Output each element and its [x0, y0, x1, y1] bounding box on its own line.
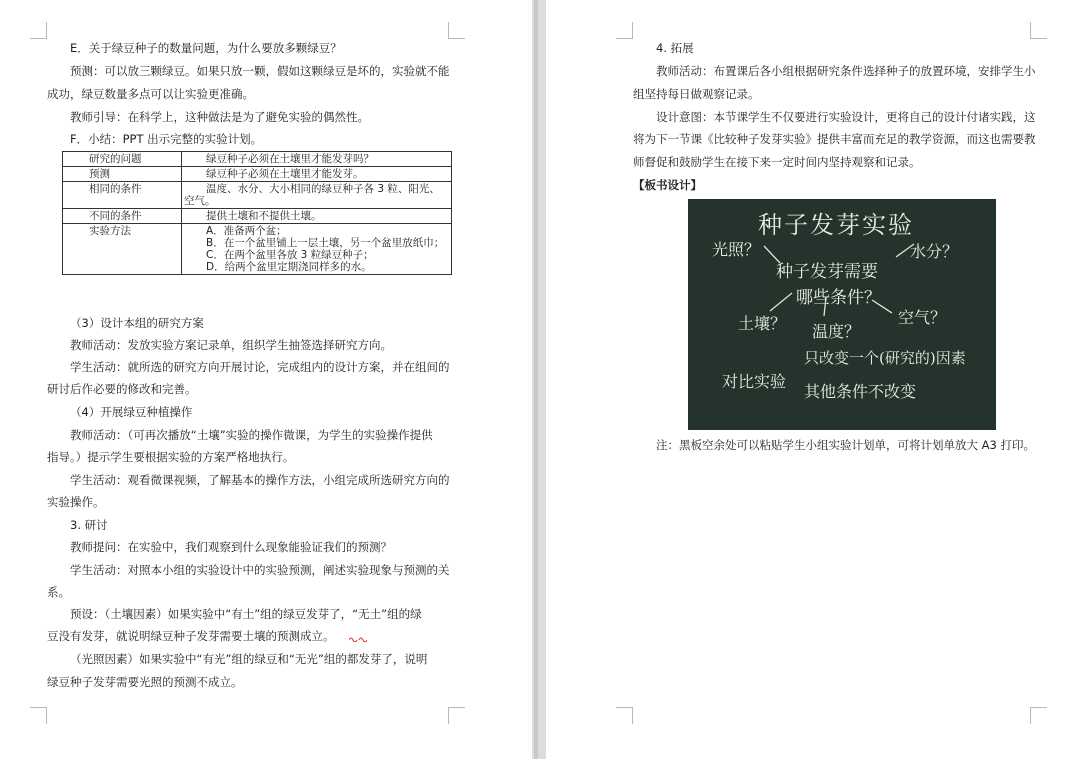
table-key-cell: 相同的条件	[63, 182, 182, 209]
paragraph-line: 预设：（土壤因素）如果实验中“有土”组的绿豆发芽了，“无土”组的绿	[70, 607, 422, 621]
page-gutter	[532, 0, 546, 759]
table-row	[63, 167, 452, 182]
paragraph-line: （3）设计本组的研究方案	[70, 316, 204, 330]
paragraph-line: 实验操作。	[47, 495, 105, 509]
table-value-line: 空气。	[184, 195, 216, 207]
method-step: C．在两个盆里各放 3 粒绿豆种子；	[206, 249, 374, 261]
blackboard-label: 温度？	[812, 322, 861, 341]
method-step: A．准备两个盆；	[206, 225, 287, 237]
paragraph-line: 指导。）提示学生要根据实验的方案严格地执行。	[47, 450, 295, 464]
paragraph-line: F．小结：PPT 出示完整的实验计划。	[70, 132, 263, 146]
section-heading: 4. 拓展	[656, 41, 694, 55]
table-row	[63, 209, 452, 224]
paragraph-line: 豆没有发芽，就说明绿豆种子发芽需要土壤的预测成立。	[47, 629, 335, 643]
blackboard-image	[688, 199, 996, 430]
paragraph-line: 研讨后作必要的修改和完善。	[47, 382, 197, 396]
method-step: D．给两个盆里定期浇同样多的水。	[206, 261, 372, 273]
paragraph-line: 学生活动：就所选的研究方向开展讨论，完成组内的设计方案，并在组间的	[70, 360, 450, 374]
paragraph-line: 教师提问：在实验中，我们观察到什么现象能验证我们的预测？	[70, 540, 392, 554]
paragraph-line: 教师活动：（可再次播放“土壤”实验的操作微课，为学生的实验操作提供	[70, 428, 433, 442]
table-value-cell	[182, 224, 452, 275]
table-value-cell: 绿豆种子必须在土壤里才能发芽。	[182, 167, 452, 182]
page-corner-mark	[616, 22, 633, 39]
paragraph-line: 预测：可以放三颗绿豆。如果只放一颗，假如这颗绿豆是坏的，实验就不能	[70, 64, 450, 78]
table-key-cell: 不同的条件	[63, 209, 182, 224]
table-row	[63, 182, 452, 209]
paragraph-line: E．关于绿豆种子的数量问题，为什么要放多颗绿豆？	[70, 41, 342, 55]
paragraph-line: 教师活动：发放实验方案记录单，组织学生抽签选择研究方向。	[70, 338, 392, 352]
table-row	[63, 152, 452, 167]
paragraph-line: 成功，绿豆数量多点可以让实验更准确。	[47, 87, 254, 101]
table-value-cell	[182, 182, 452, 209]
spellcheck-squiggle	[349, 636, 367, 642]
document-page-left	[0, 0, 532, 759]
experiment-plan-table	[62, 151, 452, 275]
page-corner-mark	[1030, 707, 1047, 724]
blackboard-label: 土壤？	[738, 314, 787, 333]
paragraph-line: （4）开展绿豆种植操作	[70, 405, 193, 419]
blackboard-label: 种子发芽需要	[776, 262, 878, 282]
page-corner-mark	[448, 707, 465, 724]
paragraph-line: （光照因素）如果实验中“有光”组的绿豆和“无光”组的都发芽了，说明	[70, 652, 428, 666]
blackboard-label: 只改变一个(研究的)因素	[804, 349, 966, 367]
paragraph-line: 学生活动：观看微课视频，了解基本的操作方法，小组完成所选研究方向的	[70, 473, 450, 487]
blackboard-label: 对比实验	[722, 372, 787, 391]
section-heading: 【板书设计】	[633, 178, 702, 192]
table-row	[63, 224, 452, 275]
blackboard-label: 光照？	[712, 240, 761, 259]
paragraph-line: 师督促和鼓励学生在接下来一定时间内坚持观察和记录。	[633, 155, 921, 169]
paragraph-line: 绿豆种子发芽需要光照的预测不成立。	[47, 675, 243, 689]
paragraph-line: 学生活动：对照本小组的实验设计中的实验预测，阐述实验现象与预测的关	[70, 563, 450, 577]
page-corner-mark	[448, 22, 465, 39]
blackboard-label: 水分？	[910, 242, 959, 261]
table-key-cell: 研究的问题	[63, 152, 182, 167]
paragraph-line: 教师引导：在科学上，这种做法是为了避免实验的偶然性。	[70, 110, 369, 124]
paragraph-line: 将为下一节课《比较种子发芽实验》提供丰富而充足的教学资源，而这也需要教	[633, 132, 1036, 146]
table-value-line: 温度、水分、大小相同的绿豆种子各 3 粒、阳光、	[206, 183, 440, 195]
blackboard-title: 种子发芽实验	[758, 211, 914, 239]
section-heading: 3. 研讨	[70, 518, 108, 532]
page-corner-mark	[616, 707, 633, 724]
page-corner-mark	[30, 22, 47, 39]
paragraph-line: 教师活动：布置课后各小组根据研究条件选择种子的放置环境，安排学生小	[656, 64, 1036, 78]
blackboard-label: 空气？	[898, 308, 947, 327]
blackboard-label: 其他条件不改变	[804, 382, 917, 401]
method-step: B．在一个盆里铺上一层土壤，另一个盆里放纸巾；	[206, 237, 445, 249]
page-corner-mark	[30, 707, 47, 724]
note-text: 注：黑板空余处可以粘贴学生小组实验计划单，可将计划单放大 A3 打印。	[656, 438, 1035, 452]
table-key-cell: 预测	[63, 167, 182, 182]
paragraph-line: 组坚持每日做观察记录。	[633, 87, 760, 101]
paragraph-line: 设计意图：本节课学生不仅要进行实验设计，更将自己的设计付诸实践，这	[656, 110, 1036, 124]
paragraph-line: 系。	[47, 585, 70, 599]
blackboard-label: 哪些条件？	[796, 288, 881, 308]
page-corner-mark	[1030, 22, 1047, 39]
table-value-cell: 绿豆种子必须在土壤里才能发芽吗？	[182, 152, 452, 167]
table-value-cell: 提供土壤和不提供土壤。	[182, 209, 452, 224]
table-key-cell: 实验方法	[63, 224, 182, 275]
